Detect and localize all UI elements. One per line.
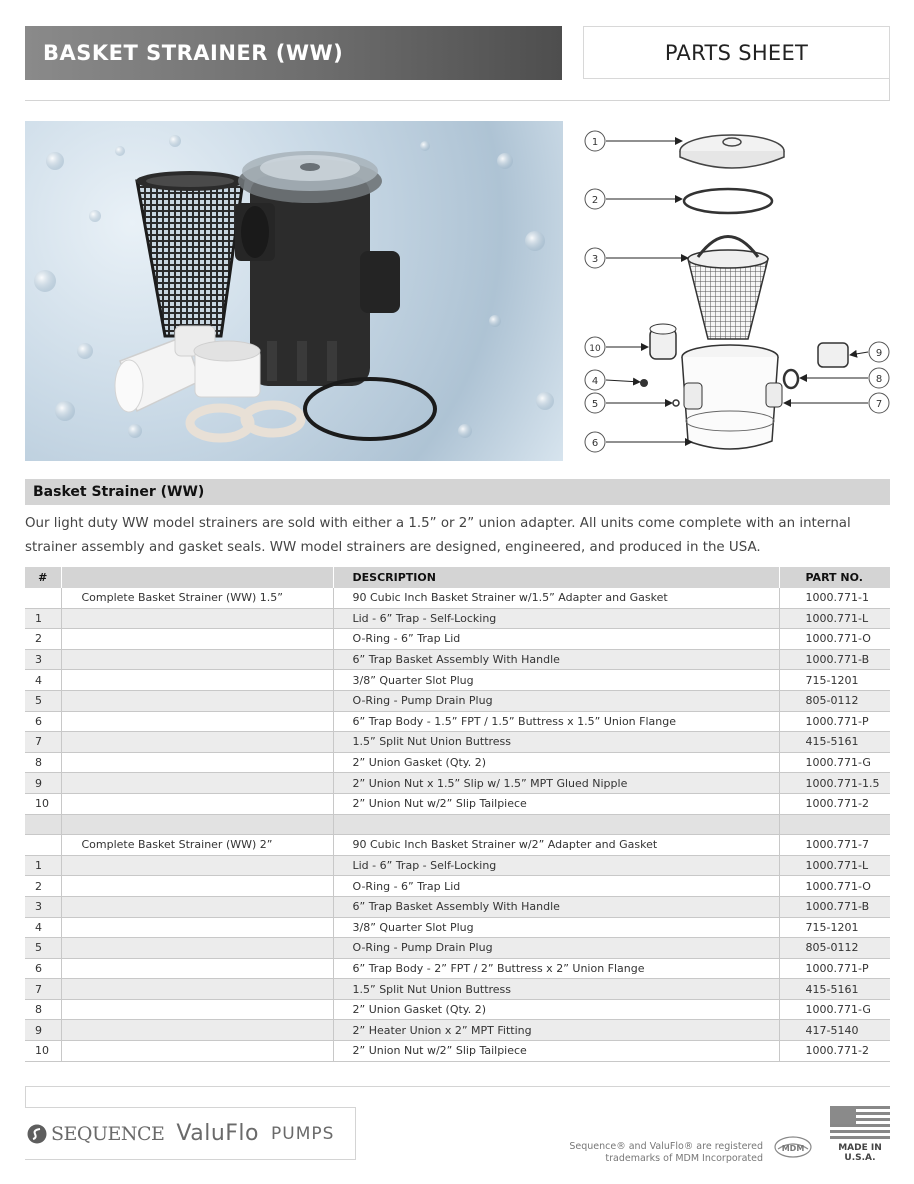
row-assembly [61, 1041, 333, 1062]
left-fittings [640, 324, 679, 406]
svg-text:6: 6 [591, 438, 599, 449]
row-number: 2 [25, 629, 61, 650]
callout-6 [585, 432, 605, 452]
table-row [25, 876, 890, 897]
table-row [25, 732, 890, 753]
row-number: 1 [25, 855, 61, 876]
table-row [25, 649, 890, 670]
table-row [25, 855, 890, 876]
mdm-logo-text: MDM [781, 1144, 805, 1153]
table-header-row [25, 567, 890, 588]
table-row [25, 629, 890, 650]
callout-10 [585, 337, 605, 357]
row-description: O-Ring - 6” Trap Lid [333, 629, 779, 650]
row-number: 10 [25, 1041, 61, 1062]
table-row [25, 896, 890, 917]
row-number: 8 [25, 752, 61, 773]
row-number: 6 [25, 711, 61, 732]
row-description: Lid - 6” Trap - Self-Locking [333, 855, 779, 876]
basket-part [688, 237, 768, 340]
table-row [25, 835, 890, 856]
table-row [25, 711, 890, 732]
svg-text:4: 4 [591, 376, 599, 387]
row-number [25, 588, 61, 608]
row-part-no: 1000.771-1.5 [779, 773, 890, 794]
row-assembly [61, 814, 333, 835]
table-row [25, 1041, 890, 1062]
made-in-line-2: U.S.A. [844, 1153, 876, 1163]
row-number [25, 835, 61, 856]
row-assembly [61, 793, 333, 814]
row-description: 90 Cubic Inch Basket Strainer w/2” Adapter and Gasket [333, 835, 779, 856]
row-description: O-Ring - 6” Trap Lid [333, 876, 779, 897]
row-description: 2” Union Gasket (Qty. 2) [333, 752, 779, 773]
row-part-no: 1000.771-1 [779, 588, 890, 608]
row-number: 9 [25, 1020, 61, 1041]
table-row [25, 793, 890, 814]
table-row [25, 814, 890, 835]
col-header-description: DESCRIPTION [333, 567, 779, 588]
product-photo [25, 121, 563, 461]
row-assembly [61, 979, 333, 1000]
callout-4 [585, 370, 605, 390]
row-assembly [61, 732, 333, 753]
row-description: O-Ring - Pump Drain Plug [333, 938, 779, 959]
product-photo-art [25, 121, 563, 461]
row-number: 6 [25, 958, 61, 979]
table-row [25, 670, 890, 691]
col-header-number: # [25, 567, 61, 588]
row-number: 3 [25, 649, 61, 670]
row-description: Lid - 6” Trap - Self-Locking [333, 608, 779, 629]
row-description: 2” Union Nut w/2” Slip Tailpiece [333, 793, 779, 814]
row-assembly [61, 917, 333, 938]
row-part-no [779, 814, 890, 835]
row-number: 7 [25, 732, 61, 753]
made-in-line-1: MADE IN [838, 1143, 882, 1153]
row-part-no: 715-1201 [779, 917, 890, 938]
table-row [25, 1020, 890, 1041]
row-number [25, 814, 61, 835]
row-assembly [61, 649, 333, 670]
row-assembly [61, 958, 333, 979]
svg-text:10: 10 [589, 344, 601, 354]
row-assembly [61, 670, 333, 691]
row-description: O-Ring - Pump Drain Plug [333, 690, 779, 711]
row-description: 90 Cubic Inch Basket Strainer w/1.5” Adapter and Gasket [333, 588, 779, 608]
row-part-no: 1000.771-G [779, 752, 890, 773]
row-part-no: 1000.771-P [779, 958, 890, 979]
table-row [25, 979, 890, 1000]
row-part-no: 1000.771-2 [779, 1041, 890, 1062]
row-description: 6” Trap Body - 2” FPT / 2” Buttress x 2” Union Flange [333, 958, 779, 979]
table-row [25, 999, 890, 1020]
row-assembly: Complete Basket Strainer (WW) 2” [61, 835, 333, 856]
row-part-no: 805-0112 [779, 938, 890, 959]
table-row [25, 690, 890, 711]
table-row [25, 917, 890, 938]
svg-text:3: 3 [591, 254, 599, 265]
row-number: 5 [25, 690, 61, 711]
callout-8 [869, 368, 889, 388]
brand-sequence: SEQUENCE [51, 1122, 165, 1145]
svg-text:1: 1 [591, 137, 599, 148]
table-row [25, 773, 890, 794]
row-description: 2” Union Nut x 1.5” Slip w/ 1.5” MPT Glued Nipple [333, 773, 779, 794]
right-fittings [784, 343, 848, 388]
section-intro: Our light duty WW model strainers are sold with either a 1.5” or 2” union adapter. All units come complete with an internal strainer assembly and gasket seals. WW model strainers are designed, engineered, and produced in the USA. [25, 516, 851, 555]
row-assembly [61, 999, 333, 1020]
row-assembly [61, 608, 333, 629]
row-assembly [61, 896, 333, 917]
svg-text:2: 2 [591, 195, 599, 206]
callout-5 [585, 393, 605, 413]
col-header-assembly [61, 567, 333, 588]
row-description: 3/8” Quarter Slot Plug [333, 670, 779, 691]
row-description: 1.5” Split Nut Union Buttress [333, 979, 779, 1000]
row-number: 5 [25, 938, 61, 959]
strainer-basket [136, 171, 244, 336]
svg-text:5: 5 [591, 399, 599, 410]
footer-divider-stub [25, 1086, 26, 1107]
row-number: 4 [25, 670, 61, 691]
callout-7 [869, 393, 889, 413]
row-part-no: 1000.771-G [779, 999, 890, 1020]
row-assembly [61, 876, 333, 897]
row-description [333, 814, 779, 835]
row-description: 2” Union Nut w/2” Slip Tailpiece [333, 1041, 779, 1062]
row-part-no: 415-5161 [779, 732, 890, 753]
row-assembly: Complete Basket Strainer (WW) 1.5” [61, 588, 333, 608]
brand-valuflo: ValuFlo [176, 1121, 259, 1146]
brand-pumps: PUMPS [271, 1123, 335, 1144]
row-part-no: 1000.771-O [779, 629, 890, 650]
section-title: Basket Strainer (WW) [25, 479, 890, 505]
row-part-no: 1000.771-O [779, 876, 890, 897]
row-description: 2” Union Gasket (Qty. 2) [333, 999, 779, 1020]
trademark-notice [520, 1141, 763, 1165]
union-fittings [115, 326, 260, 412]
svg-text:8: 8 [875, 374, 883, 385]
row-number: 8 [25, 999, 61, 1020]
row-assembly [61, 938, 333, 959]
row-description: 1.5” Split Nut Union Buttress [333, 732, 779, 753]
callout-2 [585, 189, 605, 209]
row-assembly [61, 629, 333, 650]
svg-text:7: 7 [875, 399, 883, 410]
row-number: 4 [25, 917, 61, 938]
trap-body-part [682, 345, 782, 449]
table-row [25, 958, 890, 979]
table-row [25, 588, 890, 608]
row-part-no: 1000.771-B [779, 649, 890, 670]
made-in-usa-label [830, 1143, 890, 1163]
table-row [25, 752, 890, 773]
table-row [25, 608, 890, 629]
sheet-type-label: PARTS SHEET [583, 26, 890, 79]
row-part-no: 417-5140 [779, 1020, 890, 1041]
col-header-part-no: PART NO. [779, 567, 890, 588]
row-assembly [61, 752, 333, 773]
row-description: 6” Trap Basket Assembly With Handle [333, 649, 779, 670]
row-number: 2 [25, 876, 61, 897]
callout-3 [585, 248, 605, 268]
row-description: 6” Trap Basket Assembly With Handle [333, 896, 779, 917]
row-description: 2” Heater Union x 2” MPT Fitting [333, 1020, 779, 1041]
row-assembly [61, 690, 333, 711]
exploded-diagram-art [580, 121, 894, 461]
row-part-no: 1000.771-L [779, 608, 890, 629]
row-part-no: 715-1201 [779, 670, 890, 691]
row-assembly [61, 711, 333, 732]
row-part-no: 1000.771-7 [779, 835, 890, 856]
table-row [25, 938, 890, 959]
row-part-no: 1000.771-B [779, 896, 890, 917]
row-part-no: 1000.771-L [779, 855, 890, 876]
trademark-line-2: trademarks of MDM Incorporated [605, 1153, 763, 1164]
callout-9 [869, 342, 889, 362]
mdm-logo-icon [774, 1136, 812, 1158]
exploded-parts-diagram [580, 121, 894, 461]
row-part-no: 805-0112 [779, 690, 890, 711]
sequence-logo-icon [27, 1124, 47, 1144]
svg-text:9: 9 [875, 348, 883, 359]
trademark-line-1: Sequence® and ValuFlo® are registered [569, 1141, 763, 1152]
row-number: 1 [25, 608, 61, 629]
document-title: BASKET STRAINER (WW) [25, 26, 562, 80]
lid-oring-part [684, 189, 772, 213]
row-description: 3/8” Quarter Slot Plug [333, 917, 779, 938]
brand-logos [25, 1107, 356, 1160]
row-assembly [61, 855, 333, 876]
row-assembly [61, 1020, 333, 1041]
row-assembly [61, 773, 333, 794]
row-part-no: 415-5161 [779, 979, 890, 1000]
row-part-no: 1000.771-2 [779, 793, 890, 814]
callout-1 [585, 131, 605, 151]
parts-table-body [25, 588, 890, 1061]
parts-table [25, 567, 890, 1062]
header-divider-stub [889, 79, 890, 100]
footer-divider [25, 1086, 890, 1087]
row-description: 6” Trap Body - 1.5” FPT / 1.5” Buttress x 1.5” Union Flange [333, 711, 779, 732]
row-number: 10 [25, 793, 61, 814]
row-part-no: 1000.771-P [779, 711, 890, 732]
row-number: 7 [25, 979, 61, 1000]
us-flag-icon [830, 1106, 890, 1140]
row-number: 9 [25, 773, 61, 794]
header-divider [25, 100, 890, 101]
row-number: 3 [25, 896, 61, 917]
lid-part [680, 135, 784, 168]
